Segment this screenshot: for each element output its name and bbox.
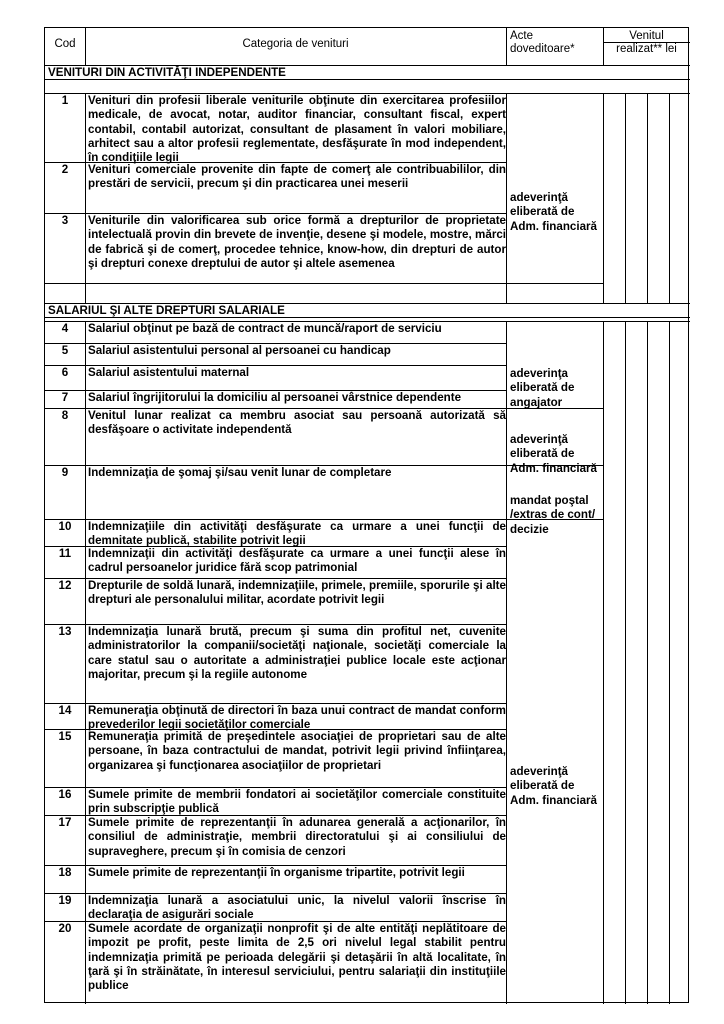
table-rule (45, 317, 690, 318)
row-description: Salariul asistentului personal al persoanei cu handicap (88, 344, 391, 357)
row-cod: 17 (58, 816, 72, 829)
row-cod: 11 (58, 547, 72, 560)
table-rule (45, 390, 506, 391)
table-rule (45, 283, 506, 284)
row-description: Remuneraţia primită de preşedintele asociaţiei de proprietari sau de alte persoane, în baza contractului de mandat, potrivit legii privind înfiinţarea, organizarea şi funcţionarea asociaţiilor de proprietari (88, 730, 506, 772)
header-venit-line1: Venitul (629, 30, 664, 42)
row-cod: 14 (58, 704, 72, 717)
row-cod: 3 (61, 214, 69, 227)
header-acte-line2: doveditoare* (510, 43, 575, 55)
row-cod: 16 (58, 788, 72, 801)
header-cod: Cod (54, 38, 76, 50)
table-rule (45, 729, 506, 730)
acte-doveditoare: adeverinţă eliberată de Adm. financiară (510, 191, 597, 233)
row-cod: 19 (58, 894, 72, 907)
row-description: Sumele primite de membrii fondatori ai societăţilor comerciale constituite prin subscripţie publică (88, 788, 506, 816)
row-description: Venituri comerciale provenite din fapte de comerţ ale contribuabililor, din prestări de servicii, precum şi din practicarea unei meserii (88, 163, 506, 191)
table-column-rule (603, 28, 604, 65)
row-description: Sumele primite de reprezentanţii în adunarea generală a acţionarilor, în consiliul de administraţie, membrii directoratului şi ai consiliului de supraveghere, precum şi în comisia de cenzori (88, 816, 506, 858)
table-rule (45, 321, 690, 322)
row-description: Venitul lunar realizat ca membru asociat sau persoană autorizată să desfăşoare o activitate independentă (88, 409, 506, 437)
table-rule (45, 93, 690, 94)
row-cod: 2 (61, 163, 69, 176)
header-venit (603, 30, 690, 56)
row-cod: 10 (58, 520, 72, 533)
row-cod: 6 (61, 366, 69, 379)
row-cod: 20 (58, 922, 72, 935)
table-rule (45, 578, 506, 579)
row-description: Indemnizaţii din activităţi desfăşurate ca urmare a unei funcţii alese în cadrul persoanelor juridice fără scop patrimonial (88, 547, 506, 575)
header-acte (510, 30, 575, 56)
table-rule (45, 365, 506, 366)
table-rule (45, 893, 506, 894)
table-rule (45, 408, 603, 409)
table-column-rule (506, 93, 507, 303)
row-cod: 8 (61, 409, 69, 422)
acte-doveditoare: adeverinţa eliberată de angajator (510, 367, 575, 409)
table-rule (506, 283, 603, 284)
row-description: Sumele primite de reprezentanţii în organisme tripartite, potrivit legii (88, 866, 465, 879)
row-description: Remuneraţia obţinută de directori în baza unui contract de mandat conform prevederilor legii societăţilor comerciale (88, 704, 506, 732)
row-description: Salariul asistentului maternal (88, 366, 250, 379)
table-column-rule (625, 321, 626, 1004)
table-column-rule (625, 93, 626, 303)
row-description: Salariul obţinut pe bază de contract de muncă/raport de serviciu (88, 322, 442, 335)
row-cod: 13 (58, 625, 72, 638)
row-description: Drepturile de soldă lunară, indemnizaţiile, primele, premiile, sporurile şi alte drepturi ale personalului militar, acordate potrivit legii (88, 579, 506, 607)
acte-doveditoare: mandat poştal /extras de cont/ decizie (510, 494, 596, 536)
table-rule (603, 42, 690, 43)
table-rule (45, 815, 506, 816)
table-column-rule (669, 93, 670, 303)
table-rule (45, 343, 506, 344)
section-title: VENITURI DIN ACTIVITĂŢI INDEPENDENTE (48, 65, 286, 79)
table-column-rule (85, 28, 86, 65)
header-categoria: Categoria de venituri (242, 38, 349, 50)
acte-doveditoare: adeverinţă eliberată de Adm. financiară (510, 765, 597, 807)
table-column-rule (669, 321, 670, 1004)
row-description: Indemnizaţia de şomaj şi/sau venit lunar de completare (88, 466, 392, 479)
table-rule (45, 213, 506, 214)
income-form-table (44, 27, 689, 1003)
table-column-rule (603, 93, 604, 303)
section-title: SALARIUL ŞI ALTE DREPTURI SALARIALE (48, 303, 285, 317)
table-rule (45, 865, 506, 866)
table-column-rule (506, 28, 507, 65)
acte-doveditoare: adeverinţă eliberată de Adm. financiară (510, 433, 597, 475)
table-column-rule (85, 321, 86, 1004)
row-cod: 9 (61, 466, 69, 479)
table-rule (45, 519, 603, 520)
row-description: Sumele acordate de organizaţii nonprofit şi de alte entităţi neplătitoare de impozit pe profit, peste limita de 2,5 ori nivelul legal stabilit pentru indemnizaţia primită pe perioada delegării şi detaşării în altă localitate, în ţară şi în străinătate, în interesul serviciului, pentru salariaţii din instituţiile publice (88, 922, 506, 993)
table-rule (45, 624, 506, 625)
row-cod: 18 (58, 866, 72, 879)
row-description: Indemnizaţiile din activităţi desfăşurate ca urmare a unei funcţii de demnitate publică, stabilite potrivit legii (88, 520, 506, 548)
row-cod: 5 (61, 344, 69, 357)
table-rule (45, 303, 690, 304)
row-cod: 4 (61, 322, 69, 335)
row-description: Veniturile din valorificarea sub orice formă a drepturilor de proprietate intelectuală provin din brevete de invenţie, desene şi modele, mostre, mărci de fabrică şi de comerţ, procedee tehnice, know-how, din drepturi de autor şi drepturi conexe dreptului de autor şi altele asemenea (88, 214, 506, 270)
row-description: Salariul îngrijitorului la domiciliu al persoanei vârstnice dependente (88, 391, 462, 404)
table-rule (45, 79, 690, 80)
table-column-rule (647, 93, 648, 303)
table-column-rule (647, 321, 648, 1004)
table-rule (45, 65, 690, 66)
row-description: Venituri din profesii liberale veniturile obţinute din exercitarea profesiilor medicale, de avocat, notar, auditor financiar, consultant fiscal, expert contabil, contabil autorizat, consultant de plasament în valori mobiliare, arhitect sau a altor profesii reglementate, desfăşurate în mod independent, în condiţiile legii (88, 94, 506, 165)
row-cod: 12 (58, 579, 72, 592)
header-acte-line1: Acte (510, 30, 534, 42)
row-cod: 15 (58, 730, 72, 743)
header-venit-line2: realizat** lei (616, 43, 677, 55)
table-column-rule (85, 93, 86, 303)
table-rule (45, 162, 506, 163)
row-description: Indemnizaţia lunară a asociatului unic, la nivelul valorii înscrise în declaraţia de asigurări sociale (88, 894, 506, 922)
table-column-rule (506, 321, 507, 1004)
table-column-rule (603, 321, 604, 1004)
row-description: Indemnizaţia lunară brută, precum şi suma din profitul net, cuvenite administratorilor la companii/societăţi naţionale, societăţi comerciale la care statul sau o autoritate a administraţiei publice locale este acţionar majoritar, precum şi la regiile autonome (88, 625, 506, 681)
table-rule (45, 703, 506, 704)
table-rule (45, 921, 506, 922)
table-rule (45, 787, 506, 788)
table-rule (45, 546, 506, 547)
row-cod: 1 (61, 94, 69, 107)
table-rule (45, 465, 603, 466)
row-cod: 7 (61, 391, 69, 404)
